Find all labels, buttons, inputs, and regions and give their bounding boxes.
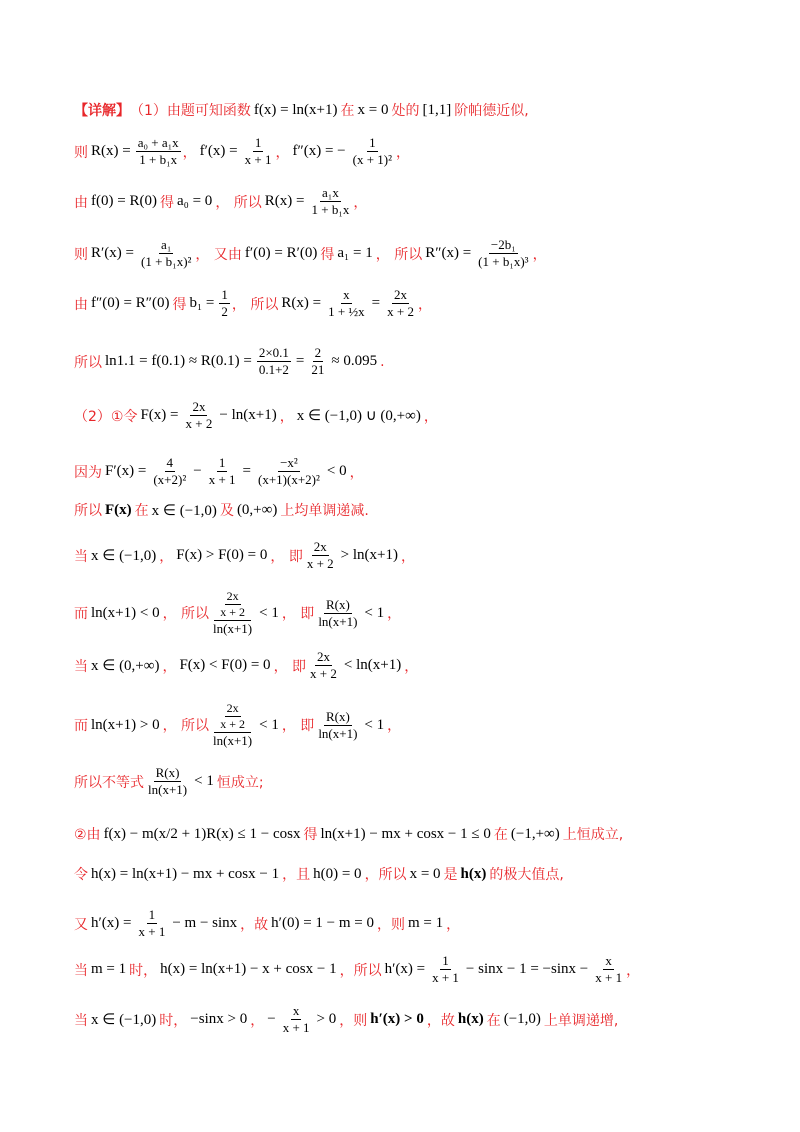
math: b₁ = — [189, 295, 215, 312]
fraction: $\frac{\text{a₁}}{\text{(1 + b₁x)²}}$ — [141, 237, 192, 270]
text: ， 所以 — [162, 718, 210, 735]
math: F(x) — [105, 501, 132, 518]
text: ， 即 — [270, 548, 303, 565]
math: (−1,+∞) — [510, 825, 560, 842]
fraction: $\frac{2x}{x + 2}$ — [387, 287, 414, 320]
text: ， — [417, 296, 432, 313]
math: x ∈ (−1,0) ∪ (0,+∞) — [296, 408, 421, 425]
text: 在 — [486, 1012, 501, 1029]
math: (0,+∞) — [236, 501, 278, 518]
line-1 — [74, 100, 760, 120]
text: 又 — [74, 916, 88, 933]
text: 上单调递增, — [543, 1012, 619, 1029]
math: f″(0) = R″(0) — [91, 295, 170, 312]
math: a₁ = 1 — [337, 245, 373, 262]
math: x ∈ (−1,0) — [151, 502, 217, 519]
text: 则 — [74, 144, 88, 161]
text: ， 所以 — [375, 246, 423, 263]
fraction: $\frac{4}{\text{(x+2)²}}$ — [153, 455, 187, 488]
line-4 — [74, 238, 760, 270]
math: ln1.1 = f(0.1) ≈ R(0.1) = — [105, 353, 252, 370]
text: ， 所以 — [162, 606, 210, 623]
line-13 — [74, 702, 760, 749]
text: ，故 — [426, 1012, 455, 1029]
math: − sinx − 1 = −sinx − — [465, 961, 589, 978]
math: R(x) = — [264, 193, 305, 210]
math: h′(x) = — [384, 961, 426, 978]
math: x = 0 — [409, 865, 441, 882]
text: ， 所以 — [231, 296, 279, 313]
fraction: $\frac{\text{a₁x}}{\text{1 + b₁x}}$ — [311, 185, 350, 218]
text: ， 所以 — [215, 194, 262, 211]
text: ， 又由 — [195, 246, 242, 263]
text: 得 — [320, 246, 335, 263]
math: − m − sinx — [172, 915, 238, 932]
math: > 0 — [316, 1011, 337, 1028]
text: 而 — [74, 606, 88, 623]
text: . — [380, 353, 385, 370]
math: < 0 — [326, 463, 347, 480]
line-14 — [74, 766, 760, 798]
text: 得 — [159, 194, 174, 211]
math: R″(x) = — [425, 245, 472, 262]
fraction: $\frac{1}{2}$ — [221, 287, 228, 320]
math: h(0) = 0 — [313, 865, 362, 882]
math: −sinx > 0 — [190, 1011, 248, 1028]
math: ln(x+1) < 0 — [91, 604, 160, 621]
line-6 — [74, 346, 760, 378]
text: 时， — [159, 1012, 188, 1029]
text: 时， — [129, 962, 158, 979]
math: h(x) — [457, 1011, 484, 1028]
math: x = 0 — [357, 101, 389, 118]
line-12 — [74, 650, 760, 682]
fraction: $\frac{2x}{x + 2}$ — [306, 539, 334, 572]
fraction: $\frac{\text{−2b₁}}{\text{(1 + b₁x)³}}$ — [478, 237, 529, 270]
text: 恒成立; — [216, 774, 264, 791]
text: 因为 — [74, 464, 102, 481]
text: ，则 — [377, 916, 405, 933]
text: 则 — [74, 246, 88, 263]
text: 所以 — [74, 354, 102, 371]
text: ， — [159, 548, 174, 565]
text: （2）①令 — [74, 408, 138, 425]
math: F(x) > F(0) = 0 — [176, 547, 268, 564]
text: ，则 — [339, 1012, 368, 1029]
fraction: $\frac{1}{x + 1}$ — [244, 135, 272, 168]
text: ，且 — [282, 867, 311, 883]
math: − — [267, 1011, 276, 1028]
text: ， 即 — [281, 606, 315, 623]
text: 在 — [340, 103, 355, 119]
fraction: $\frac{2x}{x + 2}$ — [185, 399, 213, 432]
math: R(x) = — [91, 143, 131, 160]
text: 的极大值点, — [489, 867, 564, 883]
nested-fraction: $\frac{2x}{x + 2}$ — [220, 589, 245, 620]
text: ，故 — [240, 916, 269, 933]
math: = — [242, 463, 251, 480]
math: < 1 — [364, 716, 385, 733]
line-11 — [74, 590, 760, 637]
math: − ln(x+1) — [219, 407, 277, 424]
line-2 — [74, 136, 760, 168]
text: ， — [446, 916, 461, 933]
text: 及 — [219, 503, 234, 519]
math: h′(0) = 1 − m = 0 — [271, 915, 374, 932]
text: 而 — [74, 718, 88, 735]
text: ，所以 — [364, 867, 407, 883]
line-9 — [74, 500, 760, 520]
math: h(x) — [460, 865, 487, 882]
text: 所以不等式 — [74, 774, 144, 791]
math: < ln(x+1) — [343, 657, 402, 674]
math: h(x) = ln(x+1) − x + cosx − 1 — [160, 961, 337, 978]
text: 在 — [493, 827, 508, 843]
math: F(x) < F(0) = 0 — [179, 657, 271, 674]
line-15 — [74, 824, 760, 844]
line-10 — [74, 540, 760, 572]
math: f(x) − m(x/2 + 1)R(x) ≤ 1 − cosx — [103, 825, 301, 842]
math: F(x) = — [140, 407, 179, 424]
fraction: $\frac{2}{21}$ — [311, 345, 325, 378]
nested-fraction: $\frac{2x}{x + 2}$ — [220, 701, 245, 732]
text: 当 — [74, 1012, 88, 1029]
text: ， 即 — [281, 718, 315, 735]
line-5 — [74, 288, 760, 320]
text: ， — [387, 718, 402, 735]
text: 上恒成立, — [562, 827, 624, 843]
fraction: $\frac{\text{−x²}}{\text{(x+1)(x+2)²}}$ — [258, 455, 320, 488]
text: （1）由题可知函数 — [130, 103, 251, 119]
fraction: $\frac{x}{x + 1}$ — [282, 1003, 310, 1036]
line-17 — [74, 908, 760, 940]
text: 当 — [74, 658, 88, 675]
math: x ∈ (−1,0) — [91, 1012, 157, 1029]
text: ， — [279, 408, 294, 425]
text: ， — [250, 1012, 265, 1029]
math: x ∈ (−1,0) — [91, 548, 157, 565]
text: ， — [182, 144, 197, 161]
text: ， — [162, 658, 177, 675]
text: ， — [353, 194, 368, 211]
text: ， — [387, 606, 402, 623]
math: ln(x+1) − mx + cosx − 1 ≤ 0 — [320, 825, 491, 842]
fraction: $\frac{R(x)}{\ln(x+1)}$ — [318, 708, 358, 741]
math: h(x) = ln(x+1) − mx + cosx − 1 — [91, 865, 280, 882]
math: = — [371, 295, 381, 312]
math: m = 1 — [91, 961, 127, 978]
text: 得 — [172, 296, 187, 313]
math: R(x) = — [281, 295, 322, 312]
solution-tag: 【详解】 — [74, 103, 130, 119]
text: ， — [532, 246, 547, 263]
math: F′(x) = — [105, 463, 147, 480]
math: < 1 — [259, 604, 279, 621]
text: 在 — [134, 503, 149, 519]
text: ②由 — [74, 827, 101, 843]
text: 阶帕德近似, — [454, 103, 529, 119]
fraction: $\frac{\frac{2x}{x + 2}}{\ln(x+1)}$ — [213, 701, 253, 749]
line-8 — [74, 456, 760, 488]
math: f″(x) = − — [292, 143, 346, 160]
text: ， — [404, 658, 419, 675]
math: m = 1 — [408, 915, 444, 932]
math: a₀ = 0 — [176, 193, 213, 210]
fraction: $\frac{x}{\text{1 + ½x}}$ — [328, 287, 365, 320]
text: ， — [396, 144, 411, 161]
fraction: $\frac{2x}{x + 2}$ — [310, 649, 337, 682]
text: ， — [626, 962, 641, 979]
text: 得 — [303, 827, 318, 843]
math: f(x) = ln(x+1) — [253, 101, 338, 118]
math: ≈ 0.095 — [331, 353, 378, 370]
math: < 1 — [364, 604, 385, 621]
math: − — [193, 463, 202, 480]
math: f(0) = R(0) — [91, 193, 157, 210]
fraction: $\frac{R(x)}{\ln(x+1)}$ — [318, 596, 358, 629]
text: 是 — [443, 867, 458, 883]
text: 所以 — [74, 503, 102, 519]
math: x ∈ (0,+∞) — [91, 658, 160, 675]
math: R′(x) = — [91, 245, 134, 262]
text: 上均单调递减. — [280, 503, 369, 519]
fraction: $\frac{1}{x + 1}$ — [208, 455, 236, 488]
text: ，所以 — [339, 962, 382, 979]
fraction: $\frac{2\times 0.1}{0.1+2}$ — [258, 345, 289, 378]
math: > ln(x+1) — [340, 547, 398, 564]
text: 当 — [74, 548, 88, 565]
fraction: $\frac{R(x)}{\ln(x+1)}$ — [148, 765, 188, 798]
line-18 — [74, 954, 760, 986]
line-19 — [74, 1004, 760, 1036]
fraction: $\frac{1}{x + 1}$ — [138, 907, 166, 940]
math: f′(0) = R′(0) — [244, 245, 318, 262]
fraction: $\frac{1}{\text{(x + 1)²}}$ — [352, 135, 393, 168]
math: [1,1] — [422, 101, 452, 118]
text: 由 — [74, 296, 88, 313]
line-16 — [74, 864, 760, 884]
text: 处的 — [391, 103, 420, 119]
fraction: $\frac{\text{a₀ + a₁x}}{\text{1 + b₁x}}$ — [137, 135, 179, 168]
text: 由 — [74, 194, 88, 211]
text: ， 即 — [273, 658, 307, 675]
text: ， — [349, 464, 364, 481]
text: 令 — [74, 867, 88, 883]
math: h′(x) > 0 — [370, 1011, 424, 1028]
math: < 1 — [259, 716, 279, 733]
math: ln(x+1) > 0 — [91, 716, 160, 733]
math: = — [295, 353, 305, 370]
text: 当 — [74, 962, 88, 979]
math: < 1 — [194, 773, 214, 790]
line-3 — [74, 186, 760, 218]
text: ， — [401, 548, 415, 565]
math: h′(x) = — [91, 915, 132, 932]
fraction: $\frac{\frac{2x}{x + 2}}{\ln(x+1)}$ — [213, 589, 253, 637]
fraction: $\frac{1}{x + 1}$ — [432, 953, 459, 986]
line-7 — [74, 400, 760, 432]
math: f′(x) = — [199, 143, 238, 160]
math: (−1,0) — [503, 1011, 541, 1028]
text: ， — [423, 408, 438, 425]
fraction: $\frac{x}{x + 1}$ — [595, 953, 623, 986]
text: ， — [275, 144, 290, 161]
